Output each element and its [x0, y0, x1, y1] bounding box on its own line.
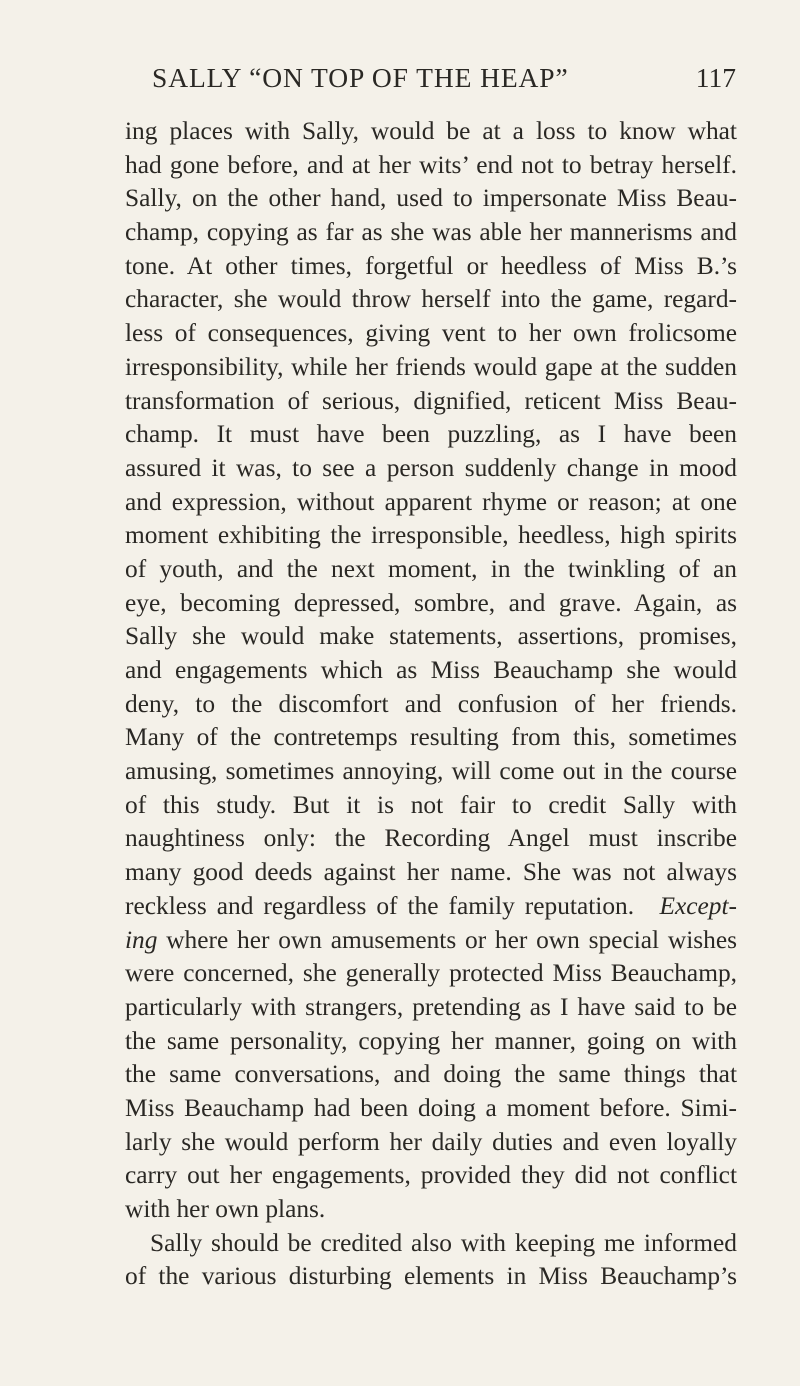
text-line: Sally she would make statements, assertions, promises,	[125, 622, 737, 651]
text-line: were concerned, she generally protected Miss Beauchamp,	[125, 959, 737, 988]
text-line-with-italic	[125, 890, 737, 924]
text-line: many good deeds against her name. She was not always	[125, 858, 737, 887]
text-line: particularly with strangers, pretending as I have said to be	[125, 992, 737, 1021]
text-line-with-italic	[125, 924, 737, 958]
text-fragment: where her own amusements or her own special wishes	[157, 925, 737, 954]
page-number: 117	[695, 62, 736, 93]
text-line: eye, becoming depressed, sombre, and grave. Again, as	[125, 588, 737, 617]
text-line: tone. At other times, forgetful or heedless of Miss B.’s	[125, 251, 737, 280]
body-text	[125, 115, 737, 1294]
text-line: Many of the contretemps resulting from this, sometimes	[125, 723, 737, 752]
text-fragment: reckless and regardless of the family reputation.	[125, 891, 635, 920]
text-line: of the various disturbing elements in Miss Beauchamp’s	[125, 1262, 737, 1291]
text-line: moment exhibiting the irresponsible, heedless, high spirits	[125, 521, 737, 550]
text-line: ing places with Sally, would be at a loss to know what	[125, 117, 737, 145]
text-line: the same conversations, and doing the same things that	[125, 1060, 737, 1089]
text-line: irresponsibility, while her friends would gape at the sudden	[125, 352, 737, 381]
text-line: had gone before, and at her wits’ end not to betray herself.	[125, 150, 737, 179]
text-line: champ. It must have been puzzling, as I have been	[125, 420, 737, 449]
text-line: naughtiness only: the Recording Angel must inscribe	[125, 824, 737, 853]
text-line: Miss Beauchamp had been doing a moment before. Simi-	[125, 1093, 737, 1122]
text-line: transformation of serious, dignified, reticent Miss Beau-	[125, 386, 737, 415]
text-line: assured it was, to see a person suddenly change in mood	[125, 453, 737, 482]
running-title: SALLY “ON TOP OF THE HEAP”	[152, 62, 569, 93]
paragraph-start-line: Sally should be credited also with keeping me informed	[150, 1228, 737, 1257]
text-line: carry out her engagements, provided they did not conflict	[125, 1161, 737, 1190]
running-head	[152, 60, 736, 96]
text-line: the same personality, copying her manner, going on with	[125, 1026, 737, 1055]
text-line: deny, to the discomfort and confusion of her friends.	[125, 689, 737, 718]
italic-word: Except-	[659, 891, 737, 920]
text-line: and expression, without apparent rhyme or reason; at one	[125, 487, 737, 516]
text-line: larly she would perform her daily duties and even loyally	[125, 1127, 737, 1156]
text-line: character, she would throw herself into the game, regard-	[125, 285, 737, 314]
text-line: of youth, and the next moment, in the twinkling of an	[125, 554, 737, 583]
text-line: champ, copying as far as she was able her mannerisms and	[125, 218, 737, 247]
text-line: of this study. But it is not fair to credit Sally with	[125, 790, 737, 819]
text-line: and engagements which as Miss Beauchamp she would	[125, 656, 737, 684]
text-line: less of consequences, giving vent to her own frolicsome	[125, 319, 737, 348]
text-line: amusing, sometimes annoying, will come out in the course	[125, 757, 737, 786]
italic-word: ing	[125, 925, 158, 954]
paragraph-end-line: with her own plans.	[125, 1195, 326, 1223]
text-line: Sally, on the other hand, used to impersonate Miss Beau-	[125, 184, 737, 213]
